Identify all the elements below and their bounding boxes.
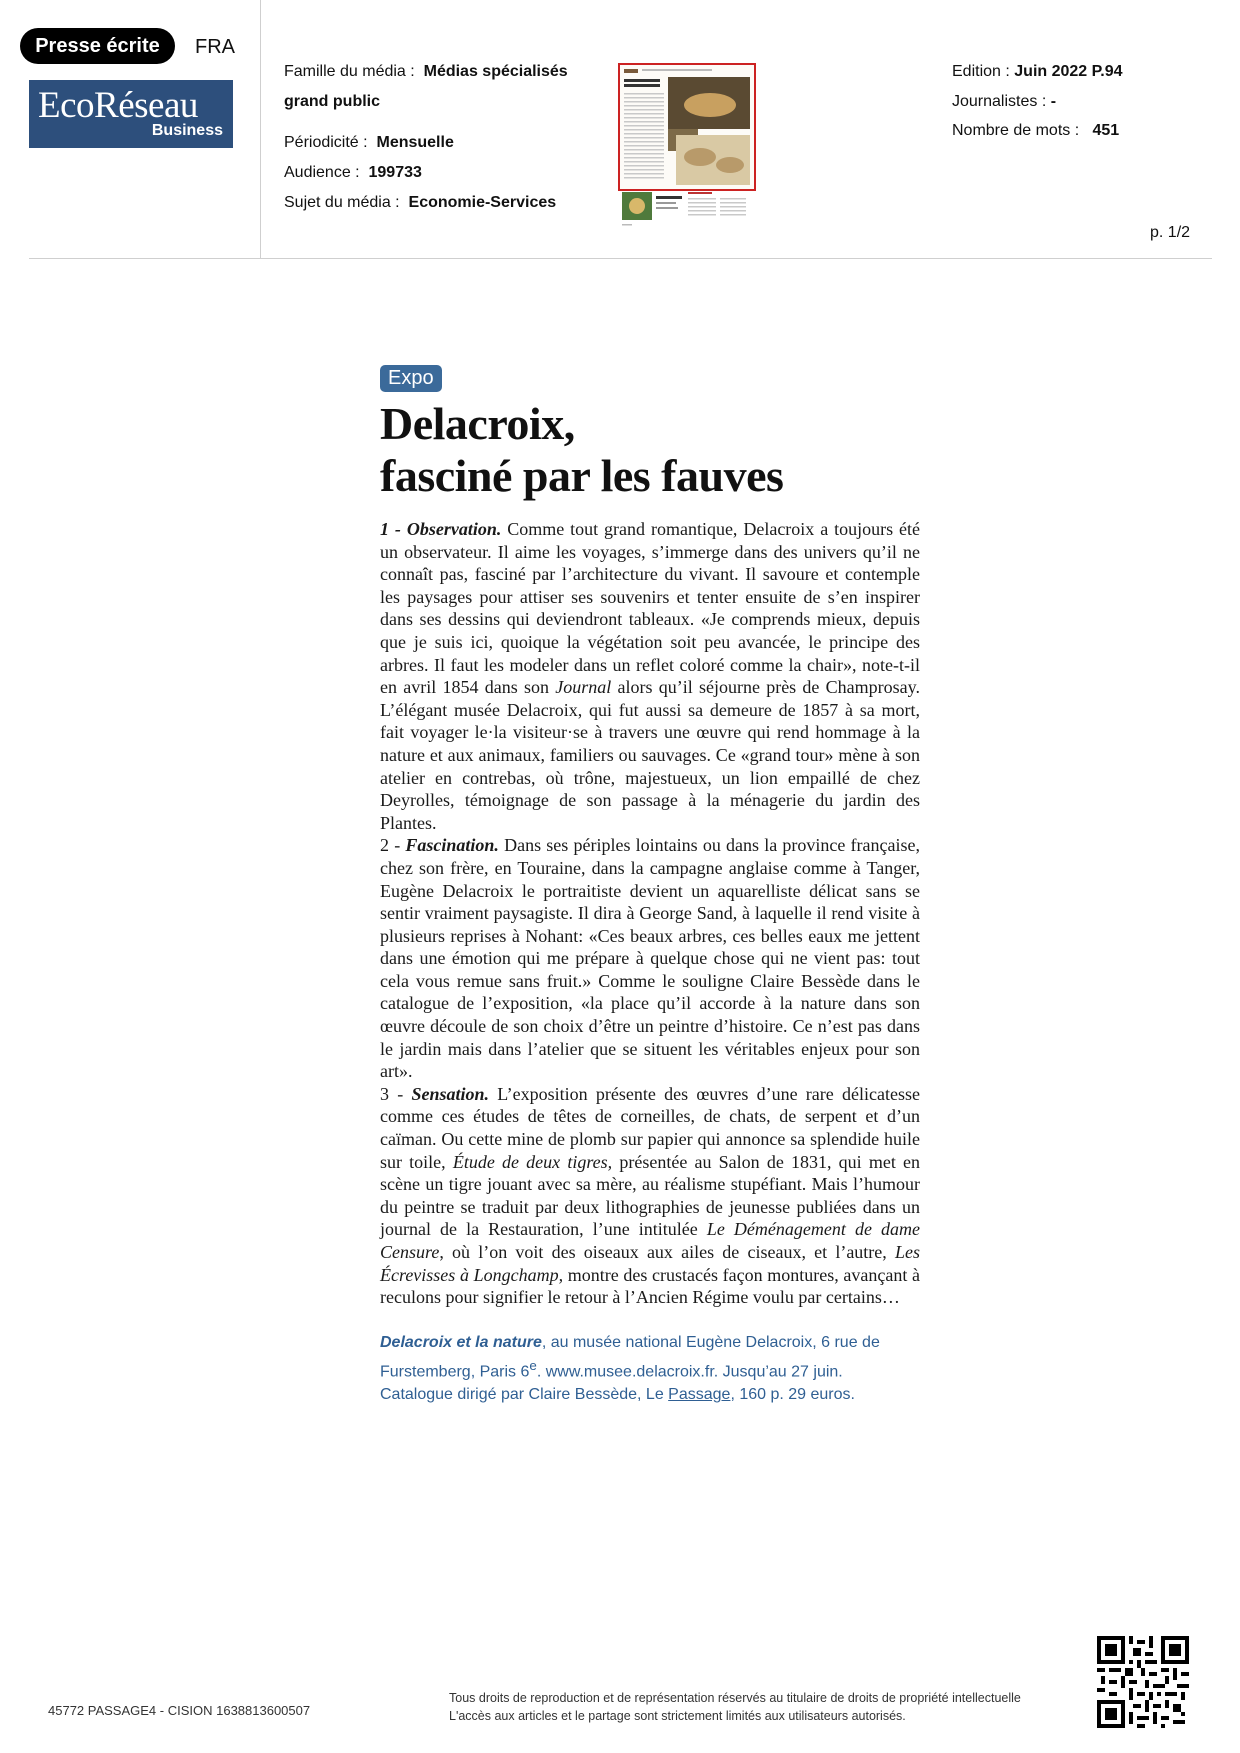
journalistes-row xyxy=(952,92,1056,112)
p2-text: Dans ses périples lointains ou dans la province française, chez son frère, en Touraine, dans la campagne anglaise comme à Tanger, Eugène Delacroix le portraitiste devient un aquarelliste délicat sans se sentir vraiment paysagiste. Il dira à George Sand, à laquelle il rend visite à plusieurs reprises à Nohant: «Ces beaux arbres, ces belles eaux me jettent dans une émotion qui me prépare à quelque chose qui ne vient pas: tout cela vous remue sans fruit.» Comme le souligne Claire Bessède dans le catalogue de l’exposition, «la place qu’il accorde à la nature dans son œuvre découle de son choix d’être un peintre d’histoire. Ce n’est pas dans le jardin mais dans l’atelier que se situent les véritables enjeux pour son art». xyxy=(380,835,920,1082)
qr-code-icon[interactable] xyxy=(1097,1636,1189,1728)
famille-value-2: grand public xyxy=(284,93,380,110)
mots-label: Nombre de mots : xyxy=(952,122,1080,139)
p3-number: 3 - xyxy=(380,1083,412,1104)
article-body xyxy=(380,518,920,1309)
periodicite-row xyxy=(284,133,454,153)
sujet-label: Sujet du média : xyxy=(284,194,400,211)
edition-label: Edition : xyxy=(952,63,1010,80)
passage-link[interactable]: Passage xyxy=(668,1386,731,1404)
page-thumbnail-graphic xyxy=(620,65,754,189)
edition-row xyxy=(952,62,1123,82)
page-thumbnail-2[interactable] xyxy=(622,192,748,228)
p1-text-a: Comme tout grand romantique, Delacroix a toujours été un observateur. Il aime les voyages, s’immerge dans des univers qu’il ne connaît pas, fasciné par l’architecture du vivant. Il savoure et contemple les paysages pour attiser ses souvenirs et tenter ensuite de s’en inspirer dans ses dessins qui deviendront tableaux. «Je comprends mieux, depuis que je suis ici, quoique la végétation soit peu avancée, le principe des arbres. Il faut les modeler dans un reflet coloré comme la chair», note-t-il en avril 1854 dans son xyxy=(380,519,921,698)
expo-tag: Expo xyxy=(380,365,442,392)
info-sup: e xyxy=(529,1357,537,1373)
language-code: FRA xyxy=(195,36,235,58)
famille-value: Médias spécialisés xyxy=(423,63,568,80)
p3-text-d: montre des crustacés façon montures, avançant à reculons pour signifier le retour à l’Ancien Régime voulu par certains… xyxy=(380,1264,920,1308)
famille-row xyxy=(284,62,568,82)
reference-code: 45772 PASSAGE4 - CISION 1638813600507 xyxy=(48,1703,311,1718)
journalistes-label: Journalistes : xyxy=(952,93,1047,110)
article xyxy=(380,365,920,1406)
title-line-2: fasciné par les fauves xyxy=(380,450,784,501)
info-text-b: . www.musee.delacroix.fr. Jusqu’au 27 juin. Catalogue dirigé par Claire Bessède, Le xyxy=(380,1363,843,1404)
legal-line-1: Tous droits de reproduction et de représentation réservés au titulaire de droits de propriété intellectuelle xyxy=(449,1691,1021,1705)
paragraph-observation xyxy=(380,518,920,834)
ecoreseau-logo xyxy=(29,80,233,148)
info-text-a: , au musée national Eugène Delacroix, 6 rue de Furstemberg, Paris 6 xyxy=(380,1333,880,1381)
p2-heading: Fascination. xyxy=(405,835,499,856)
p3-etude: Étude de deux tigres, xyxy=(452,1151,613,1172)
article-title xyxy=(380,398,920,502)
p1-number: 1 - xyxy=(380,519,407,539)
page-thumbnail-2-graphic xyxy=(622,192,748,228)
sujet-row xyxy=(284,193,556,213)
logo-main-text: EcoRéseau xyxy=(38,85,198,126)
header-divider xyxy=(29,258,1212,259)
periodicite-label: Périodicité : xyxy=(284,134,368,151)
p3-text-c: , où l’on voit des oiseaux aux ailes de ciseaux, et l’autre, xyxy=(439,1242,895,1262)
p1-journal: Journal xyxy=(555,677,612,698)
paragraph-fascination xyxy=(380,834,920,1083)
info-text-c: , 160 p. 29 euros. xyxy=(730,1386,855,1404)
p3-ecrevisses: Les Écrevisses à Longchamp, xyxy=(380,1242,920,1285)
p3-heading: Sensation. xyxy=(411,1083,490,1104)
title-line-1: Delacroix, xyxy=(380,398,575,449)
audience-label: Audience : xyxy=(284,164,360,181)
info-title: Delacroix et la nature xyxy=(380,1333,542,1351)
mots-row xyxy=(952,121,1119,141)
famille-label: Famille du média : xyxy=(284,63,415,80)
p1-text-b: alors qu’il séjourne près de Champrosay. L’élégant musée Delacroix, qui fut aussi sa demeure de 1857 à sa mort, fait voyager le·la visiteur·se à travers une œuvre qui rend hommage à la nature et aux animaux, familiers ou sauvages. Ce «grand tour» mène à son atelier en contrebas, où trône, majestueux, un lion empaillé de chez Deyrolles, témoignage de son passage à la ménagerie du jardin des Plantes. xyxy=(380,677,920,833)
page-number: p. 1/2 xyxy=(1150,224,1191,241)
periodicite-value: Mensuelle xyxy=(376,134,454,151)
journalistes-value: - xyxy=(1050,93,1057,110)
vertical-divider xyxy=(260,0,261,258)
paragraph-sensation xyxy=(380,1083,920,1309)
p2-number: 2 - xyxy=(380,835,406,856)
audience-value: 199733 xyxy=(368,164,422,181)
sujet-value: Economie-Services xyxy=(408,194,557,211)
famille-row-2 xyxy=(284,92,380,112)
p3-text-b: présentée au Salon de 1831, qui met en scène un tigre jouant avec sa mère, au réalisme stupéfiant. Mais l’humour du peintre se traduit par deux lithographies de jeunesse publiées dans un journal de la Restauration, l’une intitulée xyxy=(380,1151,920,1240)
page-thumbnail[interactable] xyxy=(618,63,756,191)
presse-ecrite-badge: Presse écrite xyxy=(20,28,175,64)
legal-line-2: L'accès aux articles et le partage sont strictement limités aux utilisateurs autorisés. xyxy=(449,1709,906,1723)
edition-value: Juin 2022 P.94 xyxy=(1014,63,1123,80)
mots-value: 451 xyxy=(1092,122,1120,139)
audience-row xyxy=(284,163,422,183)
exhibition-info xyxy=(380,1331,920,1406)
logo-sub-text: Business xyxy=(151,122,223,139)
legal-notice xyxy=(449,1689,1021,1725)
p3-censure: Le Déménagement de dame Censure xyxy=(380,1219,920,1262)
p1-heading: Observation. xyxy=(406,519,502,539)
p3-text-a: L’exposition présente des œuvres d’une rare délicatesse comme ces études de têtes de corneilles, de chats, de serpent et d’un caïman. Ou cette mine de plomb sur papier qui annonce sa splendide huile sur toile, xyxy=(380,1083,920,1172)
